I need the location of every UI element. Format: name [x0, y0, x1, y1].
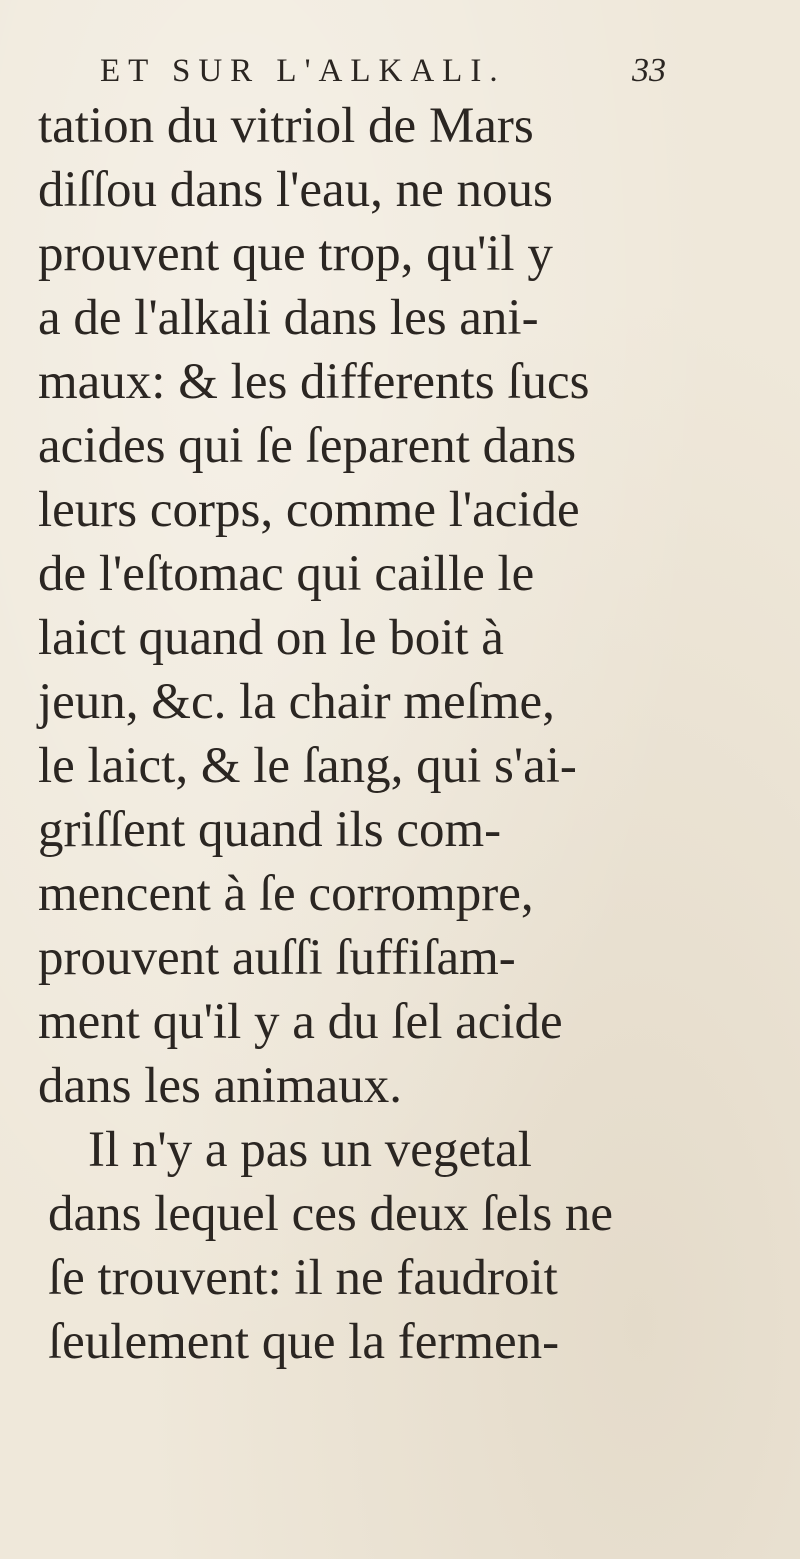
text-line: diſſou dans l'eau, ne nous [38, 162, 553, 218]
text-line: dans lequel ces deux ſels ne [48, 1186, 614, 1242]
text-line: leurs corps, comme l'acide [38, 482, 580, 538]
text-line: prouvent que trop, qu'il y [38, 226, 553, 282]
running-head [0, 48, 800, 94]
text-line: le laict, & le ſang, qui s'ai- [38, 738, 577, 794]
text-line: jeun, &c. la chair meſme, [38, 674, 555, 730]
text-line: de l'eſtomac qui caille le [38, 546, 535, 602]
text-line: acides qui ſe ſeparent dans [38, 418, 577, 474]
text-line: tation du vitriol de Mars [38, 98, 534, 154]
text-line: prouvent auſſi ſuffiſam- [38, 930, 516, 986]
text-line: dans les animaux. [38, 1058, 402, 1114]
text-line: ſeulement que la fermen- [48, 1314, 560, 1370]
text-line: ment qu'il y a du ſel acide [38, 994, 563, 1050]
text-line: laict quand on le boit à [38, 610, 504, 666]
page-number: 33 [632, 52, 666, 89]
text-line: griſſent quand ils com- [38, 802, 502, 858]
text-line: maux: & les differents ſucs [38, 354, 590, 410]
running-title: ET SUR L'ALKALI. [100, 53, 506, 89]
text-line: mencent à ſe corrompre, [38, 866, 534, 922]
text-line: ſe trouvent: il ne faudroit [48, 1250, 558, 1306]
text-line: Il n'y a pas un vegetal [88, 1122, 532, 1178]
text-line: a de l'alkali dans les ani- [38, 290, 539, 346]
